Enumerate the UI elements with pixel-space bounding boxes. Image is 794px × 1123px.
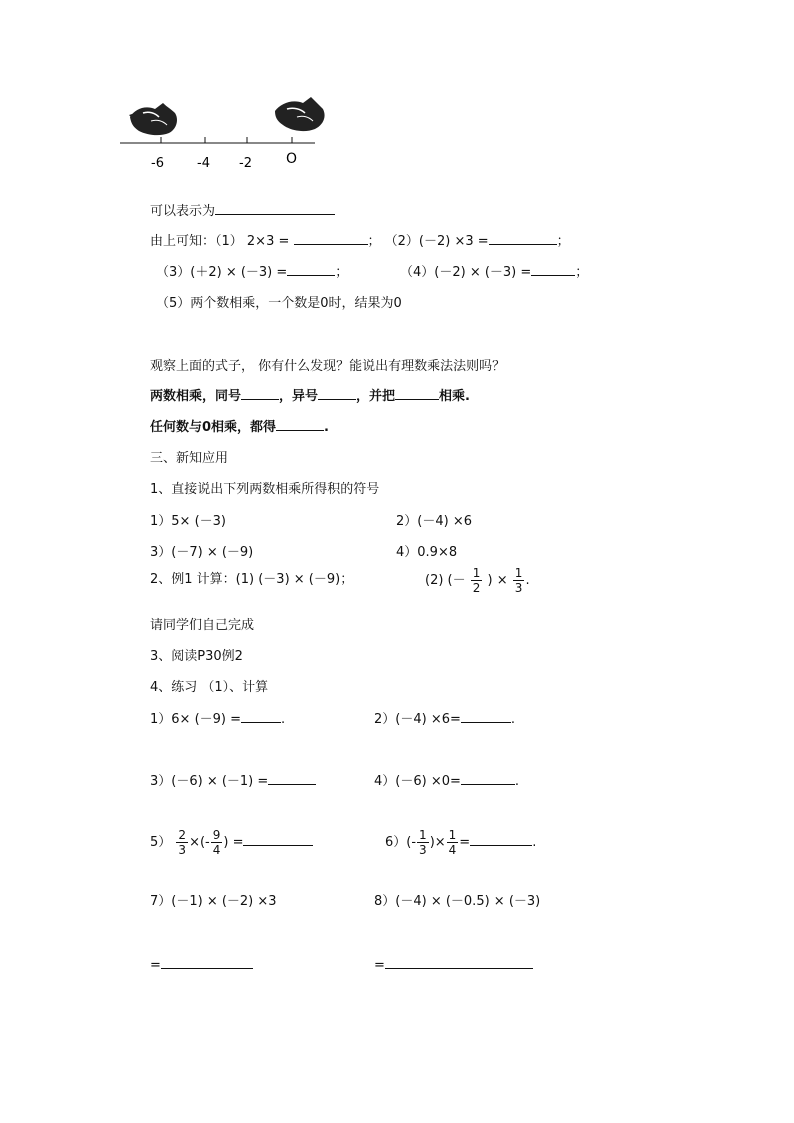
text: 2、例1 计算：(1) (－3) × (－9)； bbox=[150, 572, 354, 587]
text: ； bbox=[335, 265, 349, 280]
answer-blank[interactable] bbox=[276, 416, 324, 431]
text: ，并把 bbox=[356, 389, 396, 404]
text: 两数相乘，同号 bbox=[150, 389, 242, 404]
text: . bbox=[510, 712, 516, 727]
text: 相乘. bbox=[439, 389, 470, 404]
line-observe: 观察上面的式子， 你有什么发现？能说出有理数乘法法则吗？ bbox=[150, 359, 506, 374]
rule-zero bbox=[150, 416, 329, 435]
text: 2）(－4) ×6= bbox=[374, 712, 461, 727]
practice-7-answer bbox=[150, 954, 253, 973]
task-1-item-4: 4）0.9×8 bbox=[396, 545, 458, 560]
text: ×(- bbox=[189, 835, 210, 850]
text: = bbox=[374, 958, 385, 973]
text: ) × bbox=[487, 573, 508, 588]
practice-1 bbox=[150, 708, 285, 727]
answer-blank[interactable] bbox=[161, 954, 253, 969]
task-1-item-3: 3）(－7) × (－9) bbox=[150, 545, 254, 560]
answer-blank[interactable] bbox=[241, 385, 279, 400]
answer-blank[interactable] bbox=[531, 261, 575, 276]
fraction: $\frac{1}{3}$ bbox=[514, 566, 523, 595]
text: )× bbox=[429, 835, 446, 850]
answer-blank[interactable] bbox=[470, 831, 532, 846]
fraction: $\frac{1}{4}$ bbox=[448, 828, 457, 857]
practice-5 bbox=[150, 828, 313, 857]
text: （4）(－2) × (－3) = bbox=[400, 265, 532, 280]
tick-label: -2 bbox=[239, 156, 252, 171]
practice-8-answer bbox=[374, 954, 533, 973]
fraction: $\frac{1}{2}$ bbox=[472, 566, 481, 595]
answer-blank[interactable] bbox=[461, 708, 511, 723]
answer-blank[interactable] bbox=[287, 261, 335, 276]
tick-label: -4 bbox=[197, 156, 210, 171]
answer-blank[interactable] bbox=[294, 230, 368, 245]
line-represent bbox=[150, 200, 335, 219]
text: ) = bbox=[223, 835, 244, 850]
text: = bbox=[459, 835, 471, 850]
task-1-item-2: 2）(－4) ×6 bbox=[396, 514, 472, 529]
bird-icon-left bbox=[129, 103, 177, 135]
tick-label: -6 bbox=[151, 156, 164, 171]
text: . bbox=[532, 835, 537, 850]
text: (2) (－ bbox=[425, 573, 466, 588]
answer-blank[interactable] bbox=[385, 954, 533, 969]
text: ； bbox=[575, 265, 589, 280]
answer-blank[interactable] bbox=[318, 385, 356, 400]
practice-3 bbox=[150, 770, 316, 789]
practice-2 bbox=[374, 708, 515, 727]
text: . bbox=[324, 420, 329, 435]
text: 4）(－6) ×0= bbox=[374, 774, 461, 789]
example-1 bbox=[150, 568, 353, 587]
text: . bbox=[281, 712, 286, 727]
task-1-item-1: 1）5× (－3) bbox=[150, 514, 226, 529]
text: 1）6× (－9) = bbox=[150, 712, 242, 727]
answer-blank[interactable] bbox=[243, 831, 313, 846]
answer-blank[interactable] bbox=[461, 770, 515, 785]
line-zero: （5）两个数相乘，一个数是0时，结果为0 bbox=[156, 296, 402, 311]
text: （3）(＋2) × (－3) = bbox=[156, 265, 288, 280]
practice-7: 7）(－1) × (－2) ×3 bbox=[150, 894, 277, 909]
text: ，异号 bbox=[279, 389, 319, 404]
practice-heading: 4、练习 （1）、计算 bbox=[150, 680, 269, 695]
text: 5） bbox=[150, 835, 172, 850]
self-complete: 请同学们自己完成 bbox=[150, 618, 255, 633]
text: 可以表示为 bbox=[150, 204, 216, 219]
text: 任何数与0相乘，都得 bbox=[150, 420, 277, 435]
text: = bbox=[150, 958, 161, 973]
practice-6 bbox=[385, 828, 536, 857]
text: 6）(- bbox=[385, 835, 417, 850]
answer-blank[interactable] bbox=[215, 200, 335, 215]
line-products bbox=[156, 261, 348, 280]
fraction: $\frac{2}{3}$ bbox=[178, 828, 187, 857]
text: . bbox=[514, 774, 520, 789]
answer-blank[interactable] bbox=[268, 770, 316, 785]
line-conclusion bbox=[150, 230, 570, 249]
tick-label: O bbox=[286, 151, 298, 167]
text: ； bbox=[556, 234, 570, 249]
example-1-part-2 bbox=[425, 566, 530, 595]
text: ； （2）(－2) ×3 = bbox=[367, 234, 489, 249]
number-line-figure bbox=[115, 95, 335, 180]
answer-blank[interactable] bbox=[395, 385, 439, 400]
fraction: $\frac{1}{3}$ bbox=[419, 828, 427, 857]
bird-icon-right bbox=[275, 97, 325, 131]
read-task: 3、阅读P30例2 bbox=[150, 649, 243, 664]
text: . bbox=[525, 573, 530, 588]
answer-blank[interactable] bbox=[241, 708, 281, 723]
answer-blank[interactable] bbox=[489, 230, 557, 245]
text: 3）(－6) × (－1) = bbox=[150, 774, 269, 789]
practice-4 bbox=[374, 770, 519, 789]
line-products-2 bbox=[400, 261, 588, 280]
fraction: $\frac{9}{4}$ bbox=[212, 828, 221, 857]
practice-8: 8）(－4) × (－0.5) × (－3) bbox=[374, 894, 541, 909]
rule-sign bbox=[150, 385, 470, 404]
task-1-heading: 1、直接说出下列两数相乘所得积的符号 bbox=[150, 482, 380, 497]
section-heading: 三、新知应用 bbox=[150, 451, 229, 466]
text: 由上可知：（1） 2×3 = bbox=[150, 234, 290, 249]
